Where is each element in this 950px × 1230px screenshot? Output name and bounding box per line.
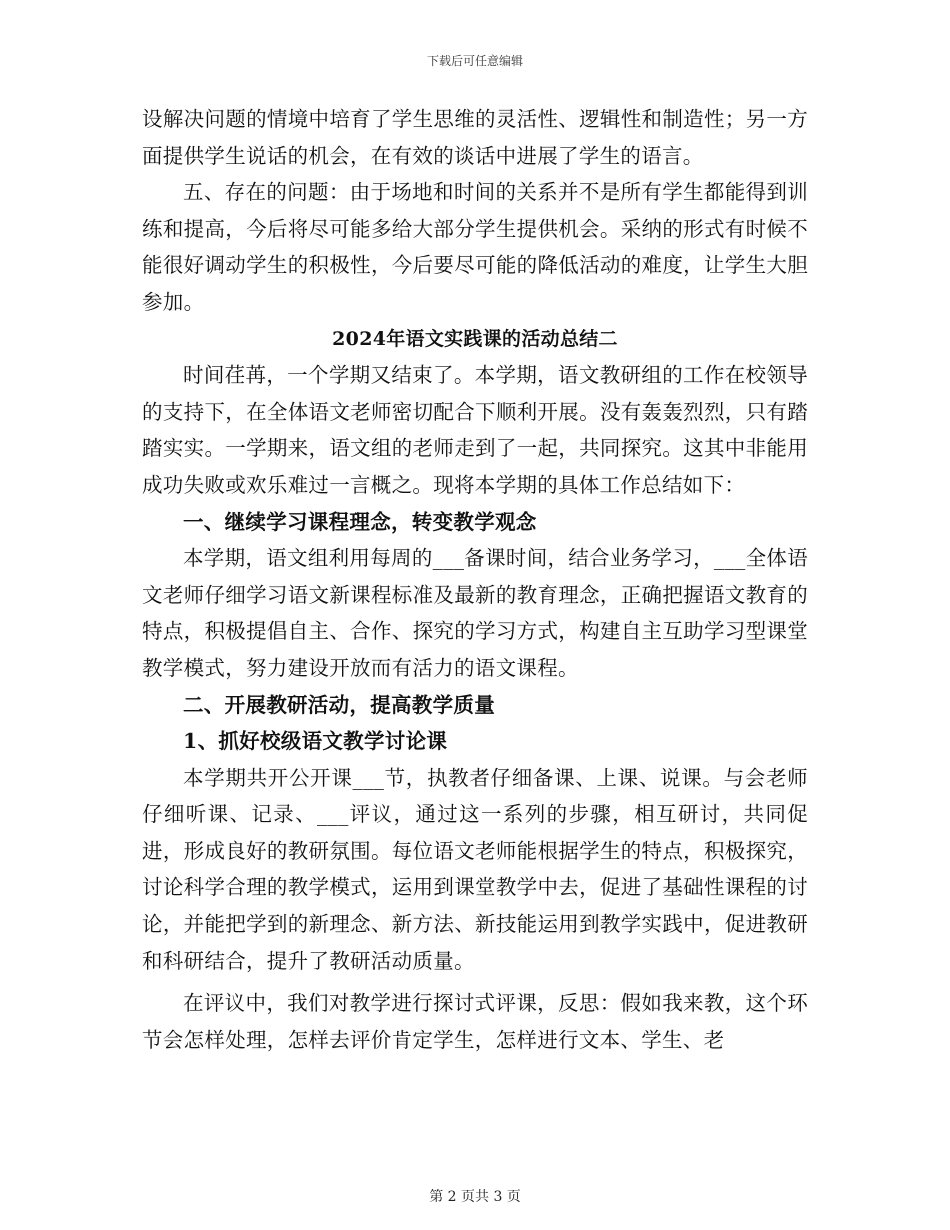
- section-heading: 一、继续学习课程理念，转变教学观念: [183, 509, 537, 534]
- page-footer: 第 2 页共 3 页: [429, 1189, 521, 1205]
- paragraph: 在评议中，我们对教学进行探讨式评课，反思：假如我来教，这个环节会怎样处理，怎样去评价肯定学生，怎样进行文本、学生、老: [142, 991, 808, 1052]
- paragraph: 设解决问题的情境中培育了学生思维的灵活性、逻辑性和制造性；另一方面提供学生说话的机会，在有效的谈话中进展了学生的语言。: [142, 107, 808, 168]
- paragraph: 五、存在的问题：由于场地和时间的关系并不是所有学生都能得到训练和提高，今后将尽可能多给大部分学生提供机会。采纳的形式有时候不能很好调动学生的积极性，今后要尽可能的降低活动的难度，让学生大胆参加。: [142, 180, 808, 314]
- section-heading: 二、开展教研活动，提高教学质量: [183, 692, 495, 717]
- page-header: 下载后可任意编辑: [426, 54, 523, 68]
- paragraph: 本学期，语文组利用每周的___备课时间，结合业务学习，___全体语文老师仔细学习语文新课程标准及最新的教育理念，正确把握语文教育的特点，积极提倡自主、合作、探究的学习方式，构建自主互助学习型课堂教学模式，努力建设开放而有活力的语文课程。: [142, 546, 808, 680]
- section-title: 2024年语文实践课的活动总结二: [332, 327, 618, 350]
- paragraph: 时间荏苒，一个学期又结束了。本学期，语文教研组的工作在校领导的支持下，在全体语文老师密切配合下顺利开展。没有轰轰烈烈，只有踏踏实实。一学期来，语文组的老师走到了一起，共同探究。这其中非能用成功失败或欢乐难过一言概之。现将本学期的具体工作总结如下：: [142, 363, 808, 497]
- subsection-heading: 1、抓好校级语文教学讨论课: [183, 729, 448, 754]
- paragraph: 本学期共开公开课___节，执教者仔细备课、上课、说课。与会老师仔细听课、记录、___评议，通过这一系列的步骤，相互研讨，共同促进，形成良好的教研氛围。每位语文老师能根据学生的特点，积极探究，讨论科学合理的教学模式，运用到课堂教学中去，促进了基础性课程的讨论，并能把学到的新理念、新方法、新技能运用到教学实践中，促进教研和科研结合，提升了教研活动质量。: [142, 765, 808, 973]
- document-body: [142, 101, 808, 1058]
